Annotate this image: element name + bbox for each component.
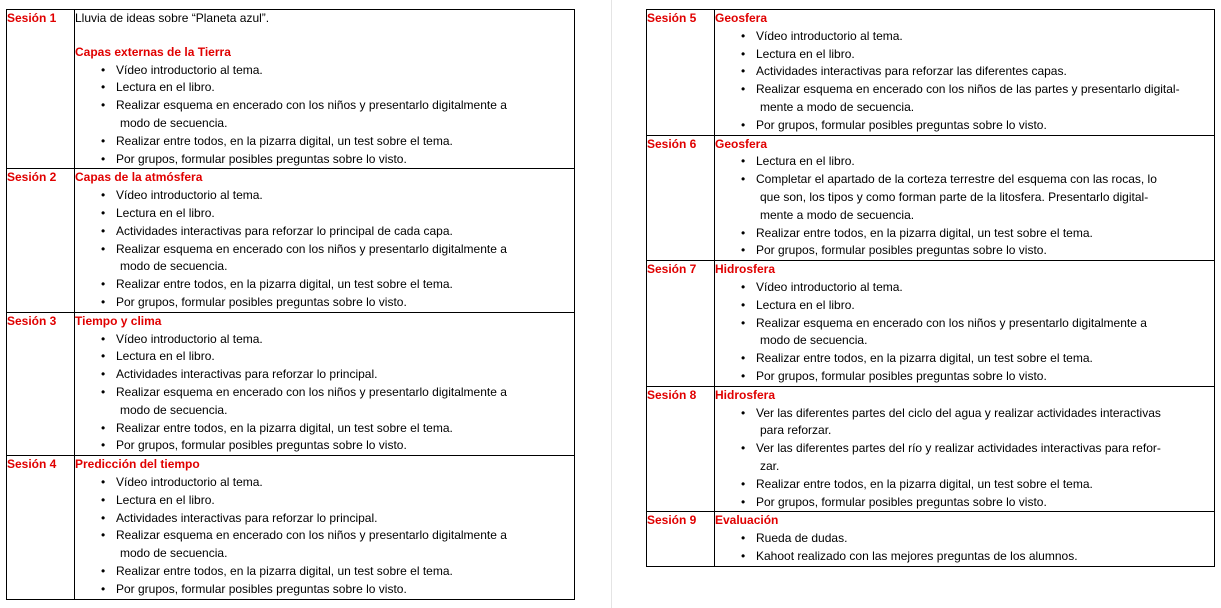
activity-item (715, 153, 1214, 171)
activity-text: • Actividades interactivas para reforzar las diferentes capas. (756, 64, 1067, 79)
activity-item (75, 474, 574, 492)
activity-list (715, 405, 1214, 512)
session-label: Sesión 4 (7, 457, 57, 472)
session-content-cell (715, 10, 1215, 136)
session-row (647, 512, 1215, 566)
session-label: Sesión 1 (7, 11, 57, 25)
activity-item (75, 276, 574, 294)
session-title: Capas externas de la Tierra (75, 44, 231, 59)
session-content-cell (75, 456, 575, 599)
activity-text: • Realizar entre todos, en la pizarra digital, un test sobre el tema. (756, 351, 1093, 366)
session-row (647, 135, 1215, 261)
activity-text: • Rueda de dudas. (756, 531, 848, 546)
activity-item (75, 384, 574, 420)
session-label: Sesión 3 (7, 313, 57, 328)
session-title: Evaluación (715, 513, 779, 528)
page-divider (611, 0, 612, 608)
session-row (7, 456, 575, 599)
activity-text: • Vídeo introductorio al tema. (116, 331, 263, 346)
session-title: Capas de la atmósfera (75, 170, 203, 185)
activity-item (75, 97, 574, 133)
sessions-table-body (647, 10, 1215, 567)
activity-list (75, 62, 574, 169)
session-content-cell (715, 512, 1215, 566)
activity-item (715, 530, 1214, 548)
activity-item (715, 279, 1214, 297)
activity-item (715, 46, 1214, 64)
activity-item (75, 348, 574, 366)
activity-item (75, 437, 574, 455)
activity-list (75, 331, 574, 456)
session-title: Geosfera (715, 136, 768, 151)
activity-item (75, 187, 574, 205)
activity-text: • Lectura en el libro. (116, 80, 215, 95)
activity-item (715, 315, 1214, 351)
session-label: Sesión 5 (647, 11, 697, 25)
activity-text: • Realizar entre todos, en la pizarra digital, un test sobre el tema. (116, 420, 453, 435)
activity-item (75, 527, 574, 563)
activity-text: • Lectura en el libro. (116, 349, 215, 364)
activity-item (715, 171, 1214, 224)
activity-item (75, 581, 574, 599)
activity-text: • Por grupos, formular posibles preguntas sobre lo visto. (756, 368, 1047, 383)
activity-item (75, 241, 574, 277)
activity-list (75, 474, 574, 599)
session-row (647, 261, 1215, 387)
activity-text: • Realizar esquema en encerado con los niños y presentarlo digitalmente a (116, 528, 507, 543)
activity-text: • Realizar entre todos, en la pizarra digital, un test sobre el tema. (116, 277, 453, 292)
session-label-cell (7, 312, 75, 455)
activity-list (715, 530, 1214, 566)
session-label: Sesión 8 (647, 387, 697, 402)
session-label-cell (647, 386, 715, 512)
activity-item (75, 420, 574, 438)
activity-text: • Por grupos, formular posibles preguntas sobre lo visto. (116, 294, 407, 309)
session-row (7, 10, 575, 169)
activity-list (715, 153, 1214, 260)
activity-item (715, 63, 1214, 81)
activity-item (715, 242, 1214, 260)
activity-text: • Realizar entre todos, en la pizarra digital, un test sobre el tema. (116, 133, 453, 148)
session-label-cell (7, 456, 75, 599)
session-label-cell (7, 10, 75, 169)
activity-text: • Por grupos, formular posibles preguntas sobre lo visto. (116, 581, 407, 596)
activity-text: mente a modo de secuencia. (760, 207, 915, 222)
activity-item (715, 494, 1214, 512)
activity-text: • Ver las diferentes partes del río y realizar actividades interactivas para refor- (756, 441, 1161, 456)
activity-text: zar. (760, 458, 780, 473)
activity-item (715, 297, 1214, 315)
activity-text: que son, los tipos y como forman parte de la litosfera. Presentarlo digital- (760, 189, 1149, 204)
activity-item (715, 117, 1214, 135)
activity-text: • Por grupos, formular posibles preguntas sobre lo visto. (756, 117, 1047, 132)
activity-item (715, 548, 1214, 566)
activity-item (75, 366, 574, 384)
activity-text: • Actividades interactivas para reforzar lo principal de cada capa. (116, 223, 453, 238)
activity-text: modo de secuencia. (120, 546, 228, 561)
session-label: Sesión 6 (647, 136, 697, 151)
activity-item (715, 225, 1214, 243)
session-row (7, 169, 575, 312)
activity-text: • Realizar esquema en encerado con los niños y presentarlo digitalmente a (116, 98, 507, 113)
session-label: Sesión 7 (647, 262, 697, 277)
activity-text: • Realizar entre todos, en la pizarra digital, un test sobre el tema. (116, 563, 453, 578)
sessions-table-body (7, 10, 575, 600)
session-content-cell (75, 312, 575, 455)
activity-item (75, 563, 574, 581)
session-row (647, 10, 1215, 136)
activity-text: modo de secuencia. (120, 402, 228, 417)
activity-text: • Ver las diferentes partes del ciclo del agua y realizar actividades interactivas (756, 405, 1161, 420)
session-label-cell (7, 169, 75, 312)
session-row (647, 386, 1215, 512)
activity-text: mente a modo de secuencia. (760, 99, 915, 114)
activity-text: • Realizar esquema en encerado con los niños de las partes y presentarlo digital- (756, 82, 1180, 97)
sessions-table-left (6, 9, 575, 600)
activity-item (75, 79, 574, 97)
session-label-cell (647, 512, 715, 566)
activity-list (75, 187, 574, 312)
activity-text: • Actividades interactivas para reforzar lo principal. (116, 367, 378, 382)
activity-item (75, 492, 574, 510)
session-row (7, 312, 575, 455)
session-content-cell (75, 10, 575, 169)
activity-text: • Lectura en el libro. (116, 492, 215, 507)
activity-text: • Realizar entre todos, en la pizarra digital, un test sobre el tema. (756, 225, 1093, 240)
activity-text: modo de secuencia. (760, 333, 868, 348)
activity-item (715, 350, 1214, 368)
sessions-table-right (646, 9, 1215, 567)
activity-text: para reforzar. (760, 423, 832, 438)
activity-item (715, 28, 1214, 46)
session-title: Geosfera (715, 11, 768, 25)
session-title: Hidrosfera (715, 387, 776, 402)
activity-item (75, 133, 574, 151)
activity-text: • Realizar entre todos, en la pizarra digital, un test sobre el tema. (756, 476, 1093, 491)
activity-text: • Por grupos, formular posibles preguntas sobre lo visto. (116, 438, 407, 453)
activity-text: • Realizar esquema en encerado con los niños y presentarlo digitalmente a (116, 384, 507, 399)
activity-item (75, 62, 574, 80)
activity-text: • Realizar esquema en encerado con los niños y presentarlo digitalmente a (116, 241, 507, 256)
activity-item (715, 368, 1214, 386)
session-title: Tiempo y clima (75, 313, 162, 328)
activity-item (715, 81, 1214, 117)
activity-text: • Vídeo introductorio al tema. (116, 62, 263, 77)
activity-text: • Completar el apartado de la corteza terrestre del esquema con las rocas, lo (756, 172, 1157, 187)
activity-text: • Vídeo introductorio al tema. (756, 279, 903, 294)
session-content-cell (715, 135, 1215, 261)
activity-text: • Por grupos, formular posibles preguntas sobre lo visto. (756, 243, 1047, 258)
session-title: Hidrosfera (715, 262, 776, 277)
activity-text: • Vídeo introductorio al tema. (756, 28, 903, 43)
activity-item (715, 405, 1214, 441)
session-content-cell (75, 169, 575, 312)
activity-item (715, 476, 1214, 494)
activity-text: modo de secuencia. (120, 259, 228, 274)
activity-text: • Actividades interactivas para reforzar lo principal. (116, 510, 378, 525)
activity-text: • Por grupos, formular posibles preguntas sobre lo visto. (116, 151, 407, 166)
activity-text: • Vídeo introductorio al tema. (116, 188, 263, 203)
activity-text: • Lectura en el libro. (756, 297, 855, 312)
activity-text: • Kahoot realizado con las mejores preguntas de los alumnos. (756, 548, 1078, 563)
activity-list (715, 279, 1214, 386)
activity-text: • Lectura en el libro. (756, 154, 855, 169)
session-title: Predicción del tiempo (75, 457, 200, 472)
session-intro: Lluvia de ideas sobre “Planeta azul”. (75, 11, 270, 25)
activity-item (75, 151, 574, 169)
activity-text: • Realizar esquema en encerado con los niños y presentarlo digitalmente a (756, 315, 1147, 330)
activity-item (75, 223, 574, 241)
session-label: Sesión 9 (647, 513, 697, 528)
session-label: Sesión 2 (7, 170, 57, 185)
session-label-cell (647, 135, 715, 261)
activity-item (75, 205, 574, 223)
session-label-cell (647, 261, 715, 387)
activity-item (715, 440, 1214, 476)
spacer (75, 28, 574, 44)
activity-text: • Por grupos, formular posibles preguntas sobre lo visto. (756, 494, 1047, 509)
activity-item (75, 294, 574, 312)
activity-item (75, 510, 574, 528)
activity-text: modo de secuencia. (120, 115, 228, 130)
session-content-cell (715, 261, 1215, 387)
session-label-cell (647, 10, 715, 136)
activity-list (715, 28, 1214, 135)
activity-item (75, 331, 574, 349)
activity-text: • Vídeo introductorio al tema. (116, 474, 263, 489)
activity-text: • Lectura en el libro. (756, 46, 855, 61)
session-content-cell (715, 386, 1215, 512)
activity-text: • Lectura en el libro. (116, 205, 215, 220)
